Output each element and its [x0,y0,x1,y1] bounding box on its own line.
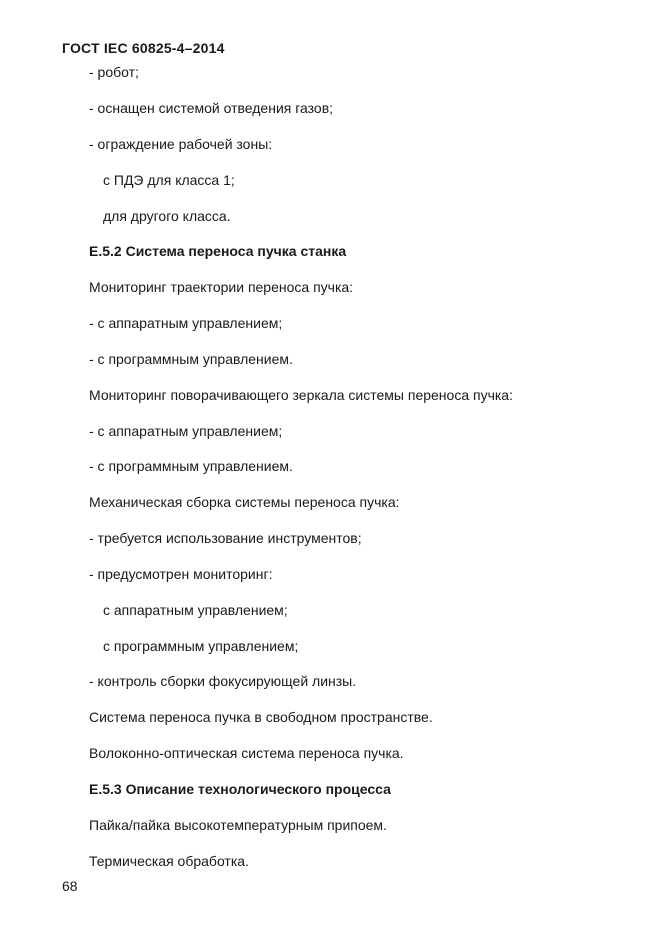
paragraph-mirror-monitoring: Мониторинг поворачивающего зеркала системы переноса пучка: [89,387,513,403]
paragraph-brazing: Пайка/пайка высокотемпературным припоем. [89,817,387,833]
list-item-software-2: - с программным управлением. [89,458,293,474]
document-header: ГОСТ IEC 60825-4–2014 [62,40,225,56]
paragraph-heat-treatment: Термическая обработка. [89,853,249,869]
list-item-robot: - робот; [89,64,139,80]
section-heading-e52: Е.5.2 Система переноса пучка станка [89,243,347,259]
list-item-tools-required: - требуется использование инструментов; [89,530,362,546]
sub-item-hardware: с аппаратным управлением; [103,602,288,618]
list-item-hardware-2: - с аппаратным управлением; [89,423,283,439]
list-item-lens-assembly: - контроль сборки фокусирующей линзы. [89,673,357,689]
list-item-hardware-1: - с аппаратным управлением; [89,315,283,331]
list-item-work-zone-guard: - ограждение рабочей зоны: [89,136,273,152]
paragraph-mechanical-assembly: Механическая сборка системы переноса пучка: [89,494,400,510]
section-heading-e53: Е.5.3 Описание технологического процесса [89,781,391,797]
sub-item-class-1: с ПДЭ для класса 1; [103,172,235,188]
sub-item-other-class: для другого класса. [103,208,231,224]
list-item-monitoring-provided: - предусмотрен мониторинг: [89,566,273,582]
list-item-software-1: - с программным управлением. [89,351,293,367]
list-item-gas-extraction: - оснащен системой отведения газов; [89,100,334,116]
paragraph-fiber-optic: Волоконно-оптическая система переноса пучка. [89,745,404,761]
sub-item-software: с программным управлением; [103,638,299,654]
paragraph-path-monitoring: Мониторинг траектории переноса пучка: [89,279,354,295]
paragraph-free-space: Система переноса пучка в свободном пространстве. [89,709,433,725]
page-number: 68 [62,878,78,894]
